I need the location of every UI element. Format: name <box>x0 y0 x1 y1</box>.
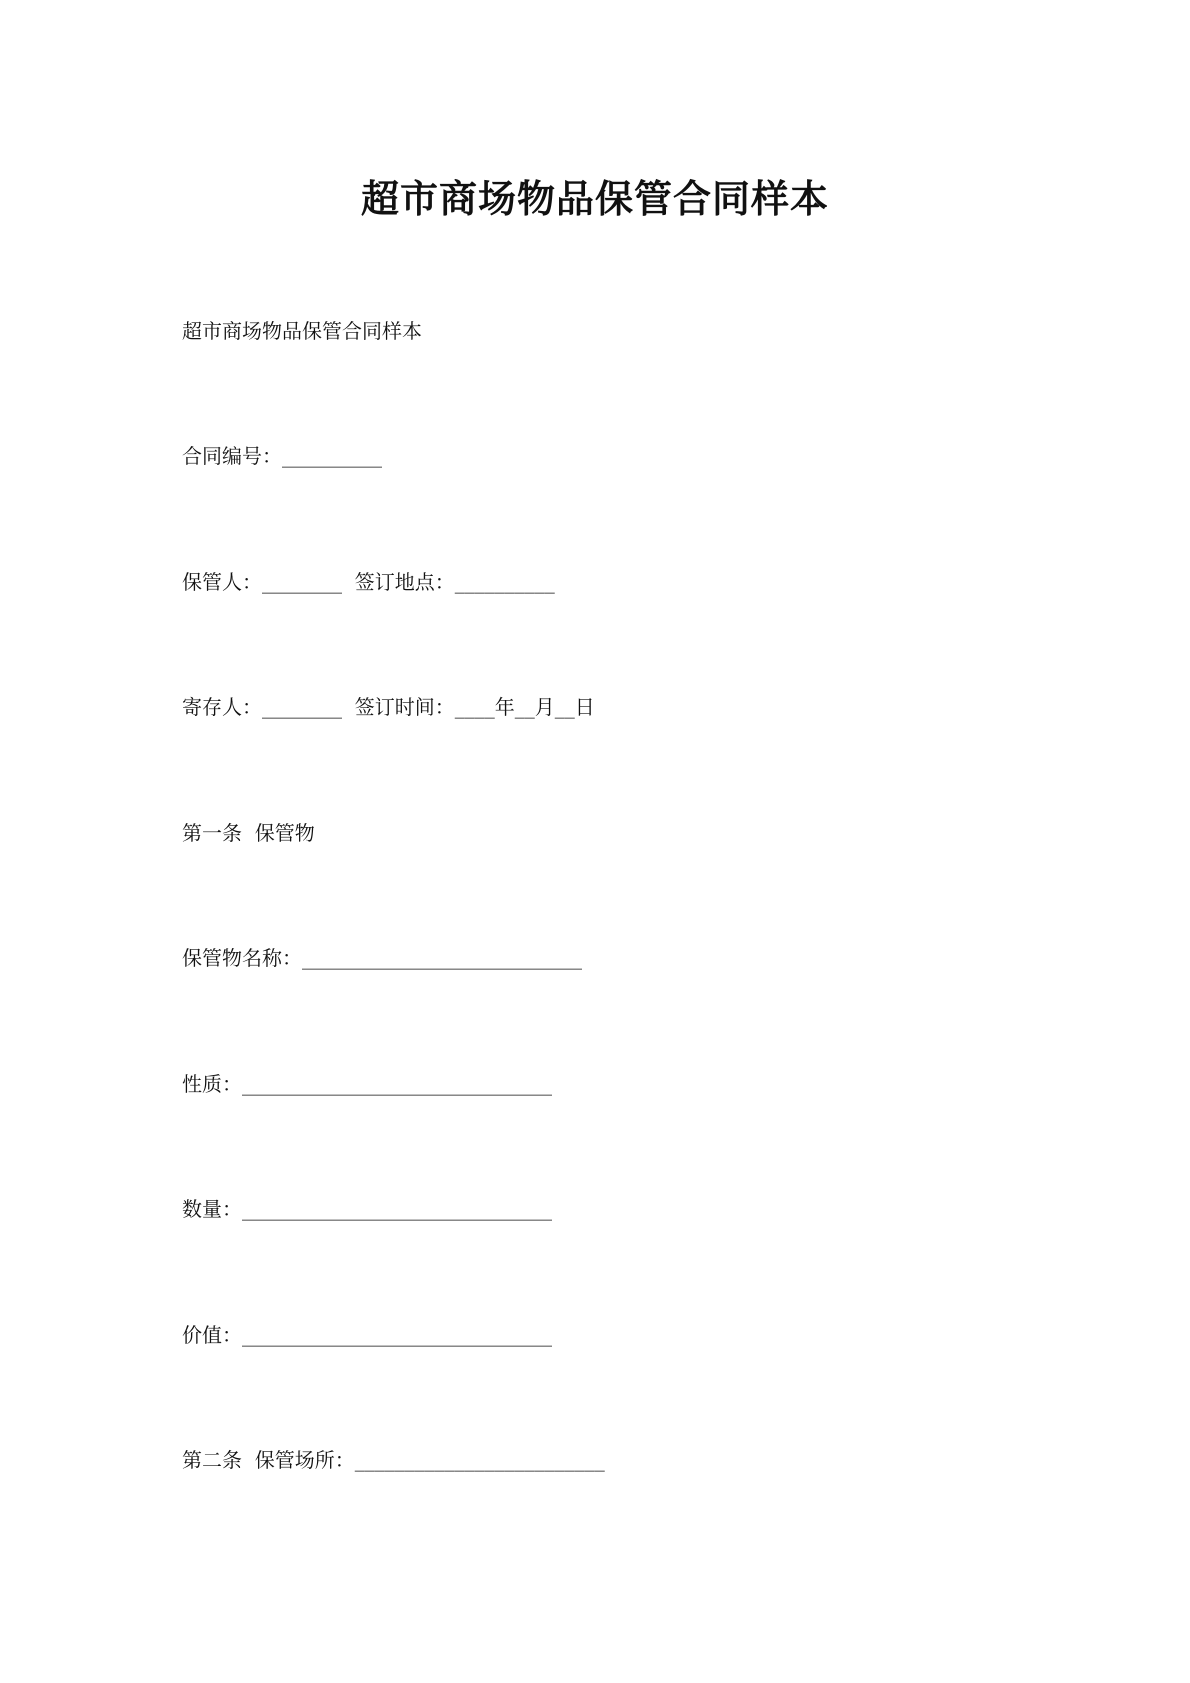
article-two-storage-place-line: 第二条 保管场所：_________________________ <box>182 1448 605 1472</box>
custodian-signing-place-line: 保管人：________ 签订地点：__________ <box>182 570 555 594</box>
item-value-line: 价值：_______________________________ <box>182 1323 552 1347</box>
document-title: 超市商场物品保管合同样本 <box>360 176 829 221</box>
contract-number-line: 合同编号：__________ <box>182 444 382 468</box>
item-name-line: 保管物名称：____________________________ <box>182 946 582 970</box>
subtitle-line: 超市商场物品保管合同样本 <box>182 319 422 343</box>
depositor-signing-time-line: 寄存人：________ 签订时间：____年__月__日 <box>182 695 595 719</box>
item-quantity-line: 数量：_______________________________ <box>182 1197 552 1221</box>
item-nature-line: 性质：_______________________________ <box>182 1072 552 1096</box>
article-one-heading: 第一条 保管物 <box>182 821 315 845</box>
